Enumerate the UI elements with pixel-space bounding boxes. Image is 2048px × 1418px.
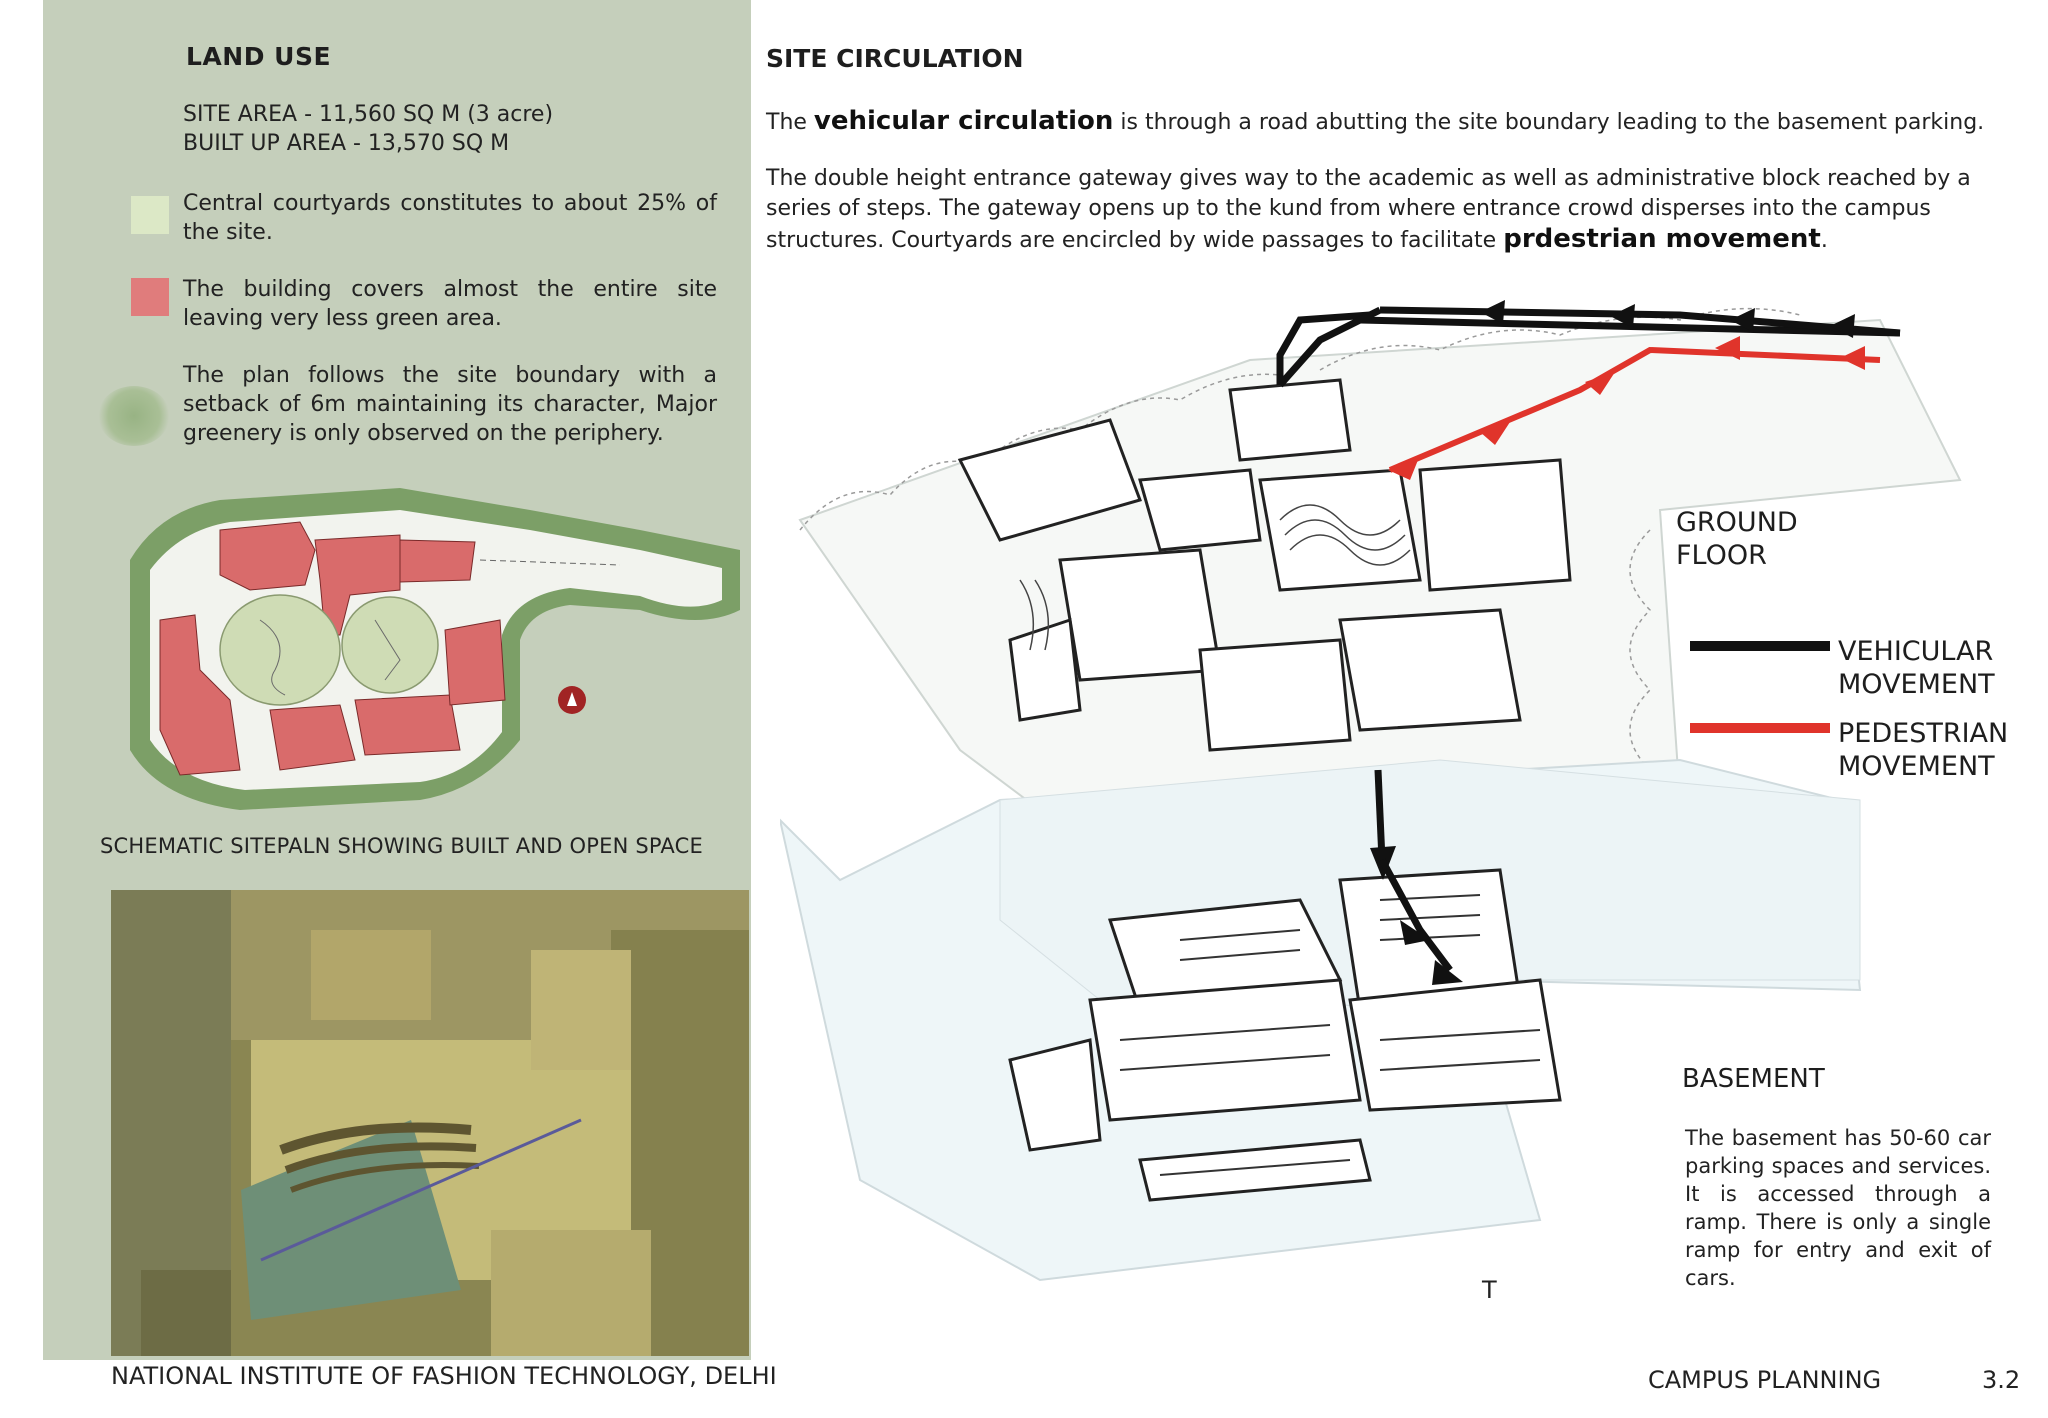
building-swatch [131,278,169,316]
vehicular-legend-line1: VEHICULAR [1838,636,1994,667]
built-up-area: BUILT UP AREA - 13,570 SQ M [183,131,510,156]
legend-courtyard-text: Central courtyards constitutes to about 25% of the site. [183,191,717,245]
vehicular-legend-label [1838,635,1995,701]
campus-model-photo [111,890,749,1356]
site-circulation-title: SITE CIRCULATION [766,44,1024,73]
greenery-swatch [98,386,170,446]
para2-post: . [1820,228,1828,253]
pedestrian-legend-label [1838,717,2008,783]
para1-bold: vehicular circulation [813,106,1114,136]
pedestrian-legend-line1: PEDESTRIAN [1838,718,2009,749]
pedestrian-legend-line2: MOVEMENT [1838,751,1995,782]
vehicular-legend-line2: MOVEMENT [1838,669,1995,700]
legend-greenery-text: The plan follows the site boundary with a setback of 6m maintaining its character, Major greenery is only observed on the periphery. [183,363,717,446]
section-title: CAMPUS PLANNING [1648,1366,1882,1394]
para2-bold: prdestrian movement [1503,224,1821,254]
para2-pre: The double height entrance gateway gives way to the academic as well as administrative block reached by a series of steps. The gateway opens up to the kund from where entrance crowd disperses into the campus structures. Courtyards are encircled by wide passages to facilitate [766,166,1971,253]
basement-label: BASEMENT [1682,1064,1825,1094]
ground-floor-label [1676,506,1798,572]
land-use-title: LAND USE [186,42,332,71]
para1-pre: The [766,110,814,135]
courtyard-swatch [131,196,169,234]
ground-floor-label-line2: FLOOR [1676,540,1767,571]
para1-post: is through a road abutting the site boundary leading to the basement parking. [1113,110,1985,135]
pedestrian-paragraph [766,164,2022,256]
schematic-site-plan [100,470,740,815]
vehicular-legend-line [1690,641,1830,651]
basement-description: The basement has 50-60 car parking spaces and services. It is accessed through a ramp. There is only a single ramp for entry and exit of cars. [1685,1126,1991,1290]
ground-floor-label-line1: GROUND [1676,507,1798,538]
institute-name: NATIONAL INSTITUTE OF FASHION TECHNOLOGY, DELHI [111,1362,777,1390]
t-mark: T [1482,1276,1497,1304]
site-area: SITE AREA - 11,560 SQ M (3 acre) [183,102,554,127]
legend-building-text: The building covers almost the entire site leaving very less green area. [183,277,717,331]
pedestrian-legend-line [1690,723,1830,733]
vehicular-paragraph [766,106,2022,138]
site-plan-caption: SCHEMATIC SITEPALN SHOWING BUILT AND OPEN SPACE [100,834,703,858]
page-number: 3.2 [1982,1366,2021,1394]
